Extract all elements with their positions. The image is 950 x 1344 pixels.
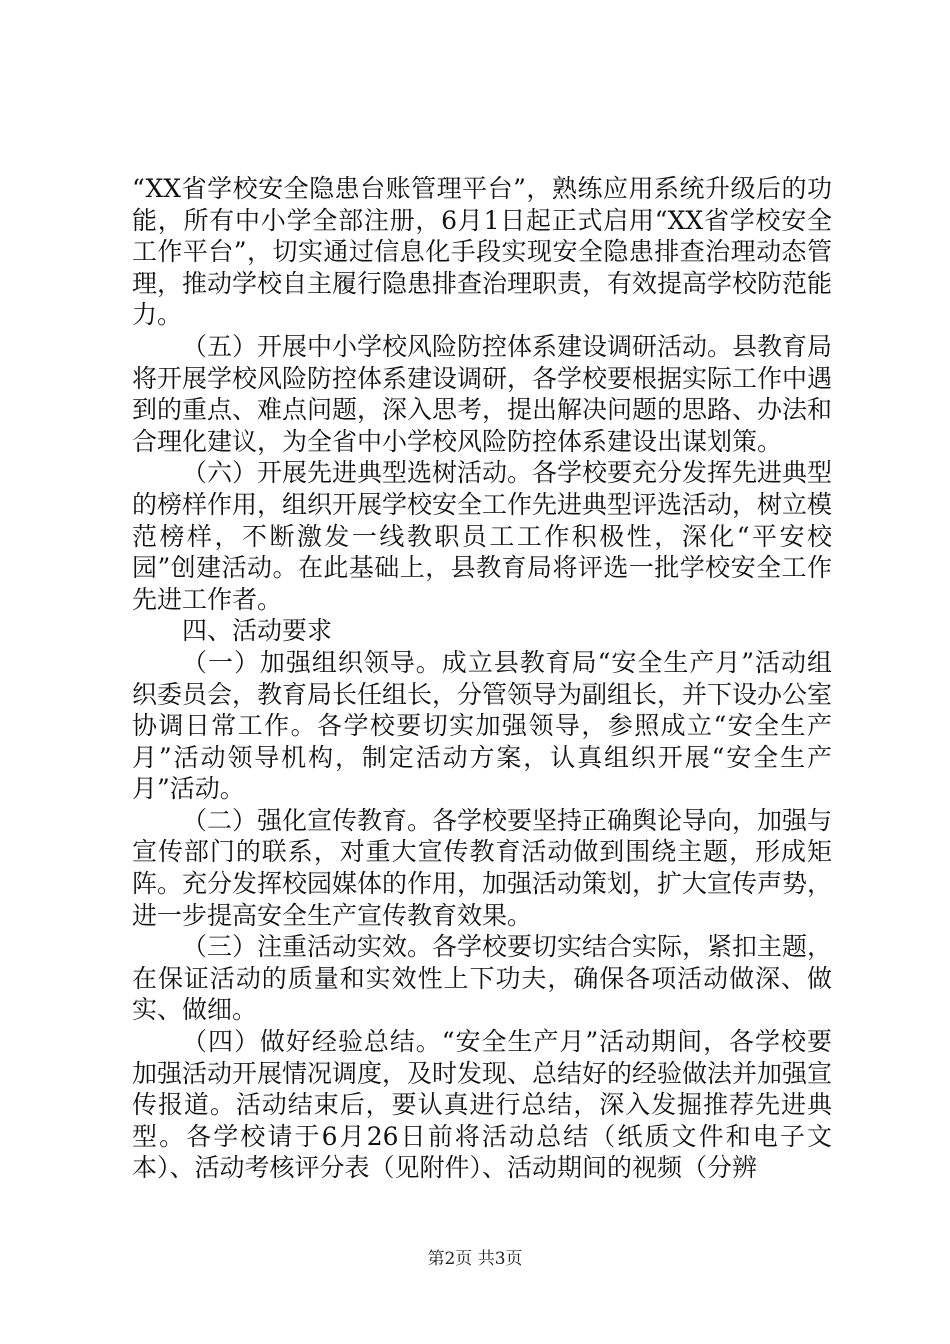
paragraph-item-five: （五）开展中小学校风险防控体系建设调研活动。县教育局将开展学校风险防控体系建设调研，各学校要根据实际工作中遇到的重点、难点问题，深入思考，提出解决问题的思路、办法和合理化建议，为全省中小学校风险防控体系建设出谋划策。	[132, 331, 833, 456]
paragraph-continuation: “XX省学校安全隐患台账管理平台”，熟练应用系统升级后的功能，所有中小学全部注册，6月1日起正式启用“XX省学校安全工作平台”，切实通过信息化手段实现安全隐患排查治理动态管理，推动学校自主履行隐患排查治理职责，有效提高学校防范能力。	[132, 174, 833, 330]
paragraph-item-six: （六）开展先进典型选树活动。各学校要充分发挥先进典型的榜样作用，组织开展学校安全工作先进典型评选活动，树立模范榜样，不断激发一线教职员工工作积极性，深化“平安校园”创建活动。在此基础上，县教育局将评选一批学校安全工作先进工作者。	[132, 458, 833, 614]
document-body	[132, 173, 832, 1184]
paragraph-requirement-three: （三）注重活动实效。各学校要切实结合实际，紧扣主题，在保证活动的质量和实效性上下功夫，确保各项活动做深、做实、做细。	[132, 932, 833, 1025]
paragraph-requirement-two: （二）强化宣传教育。各学校要坚持正确舆论导向，加强与宣传部门的联系，对重大宣传教育活动做到围绕主题，形成矩阵。充分发挥校园媒体的作用，加强活动策划，扩大宣传声势，进一步提高安全生产宣传教育效果。	[132, 805, 833, 930]
page-number-footer: 第2页 共3页	[427, 1249, 523, 1269]
paragraph-requirement-one: （一）加强组织领导。成立县教育局“安全生产月”活动组织委员会，教育局长任组长，分管领导为副组长，并下设办公室协调日常工作。各学校要切实加强领导，参照成立“安全生产月”活动领导机构，制定活动方案，认真组织开展“安全生产月”活动。	[132, 647, 833, 804]
paragraph-requirement-four: （四）做好经验总结。“安全生产月”活动期间，各学校要加强活动开展情况调度，及时发现、总结好的经验做法并加强宣传报道。活动结束后，要认真进行总结，深入发掘推荐先进典型。各学校请于6月26日前将活动总结（纸质文件和电子文本）、活动考核评分表（见附件）、活动期间的视频（分辨	[132, 1027, 833, 1183]
section-heading: 四、活动要求	[182, 616, 333, 646]
